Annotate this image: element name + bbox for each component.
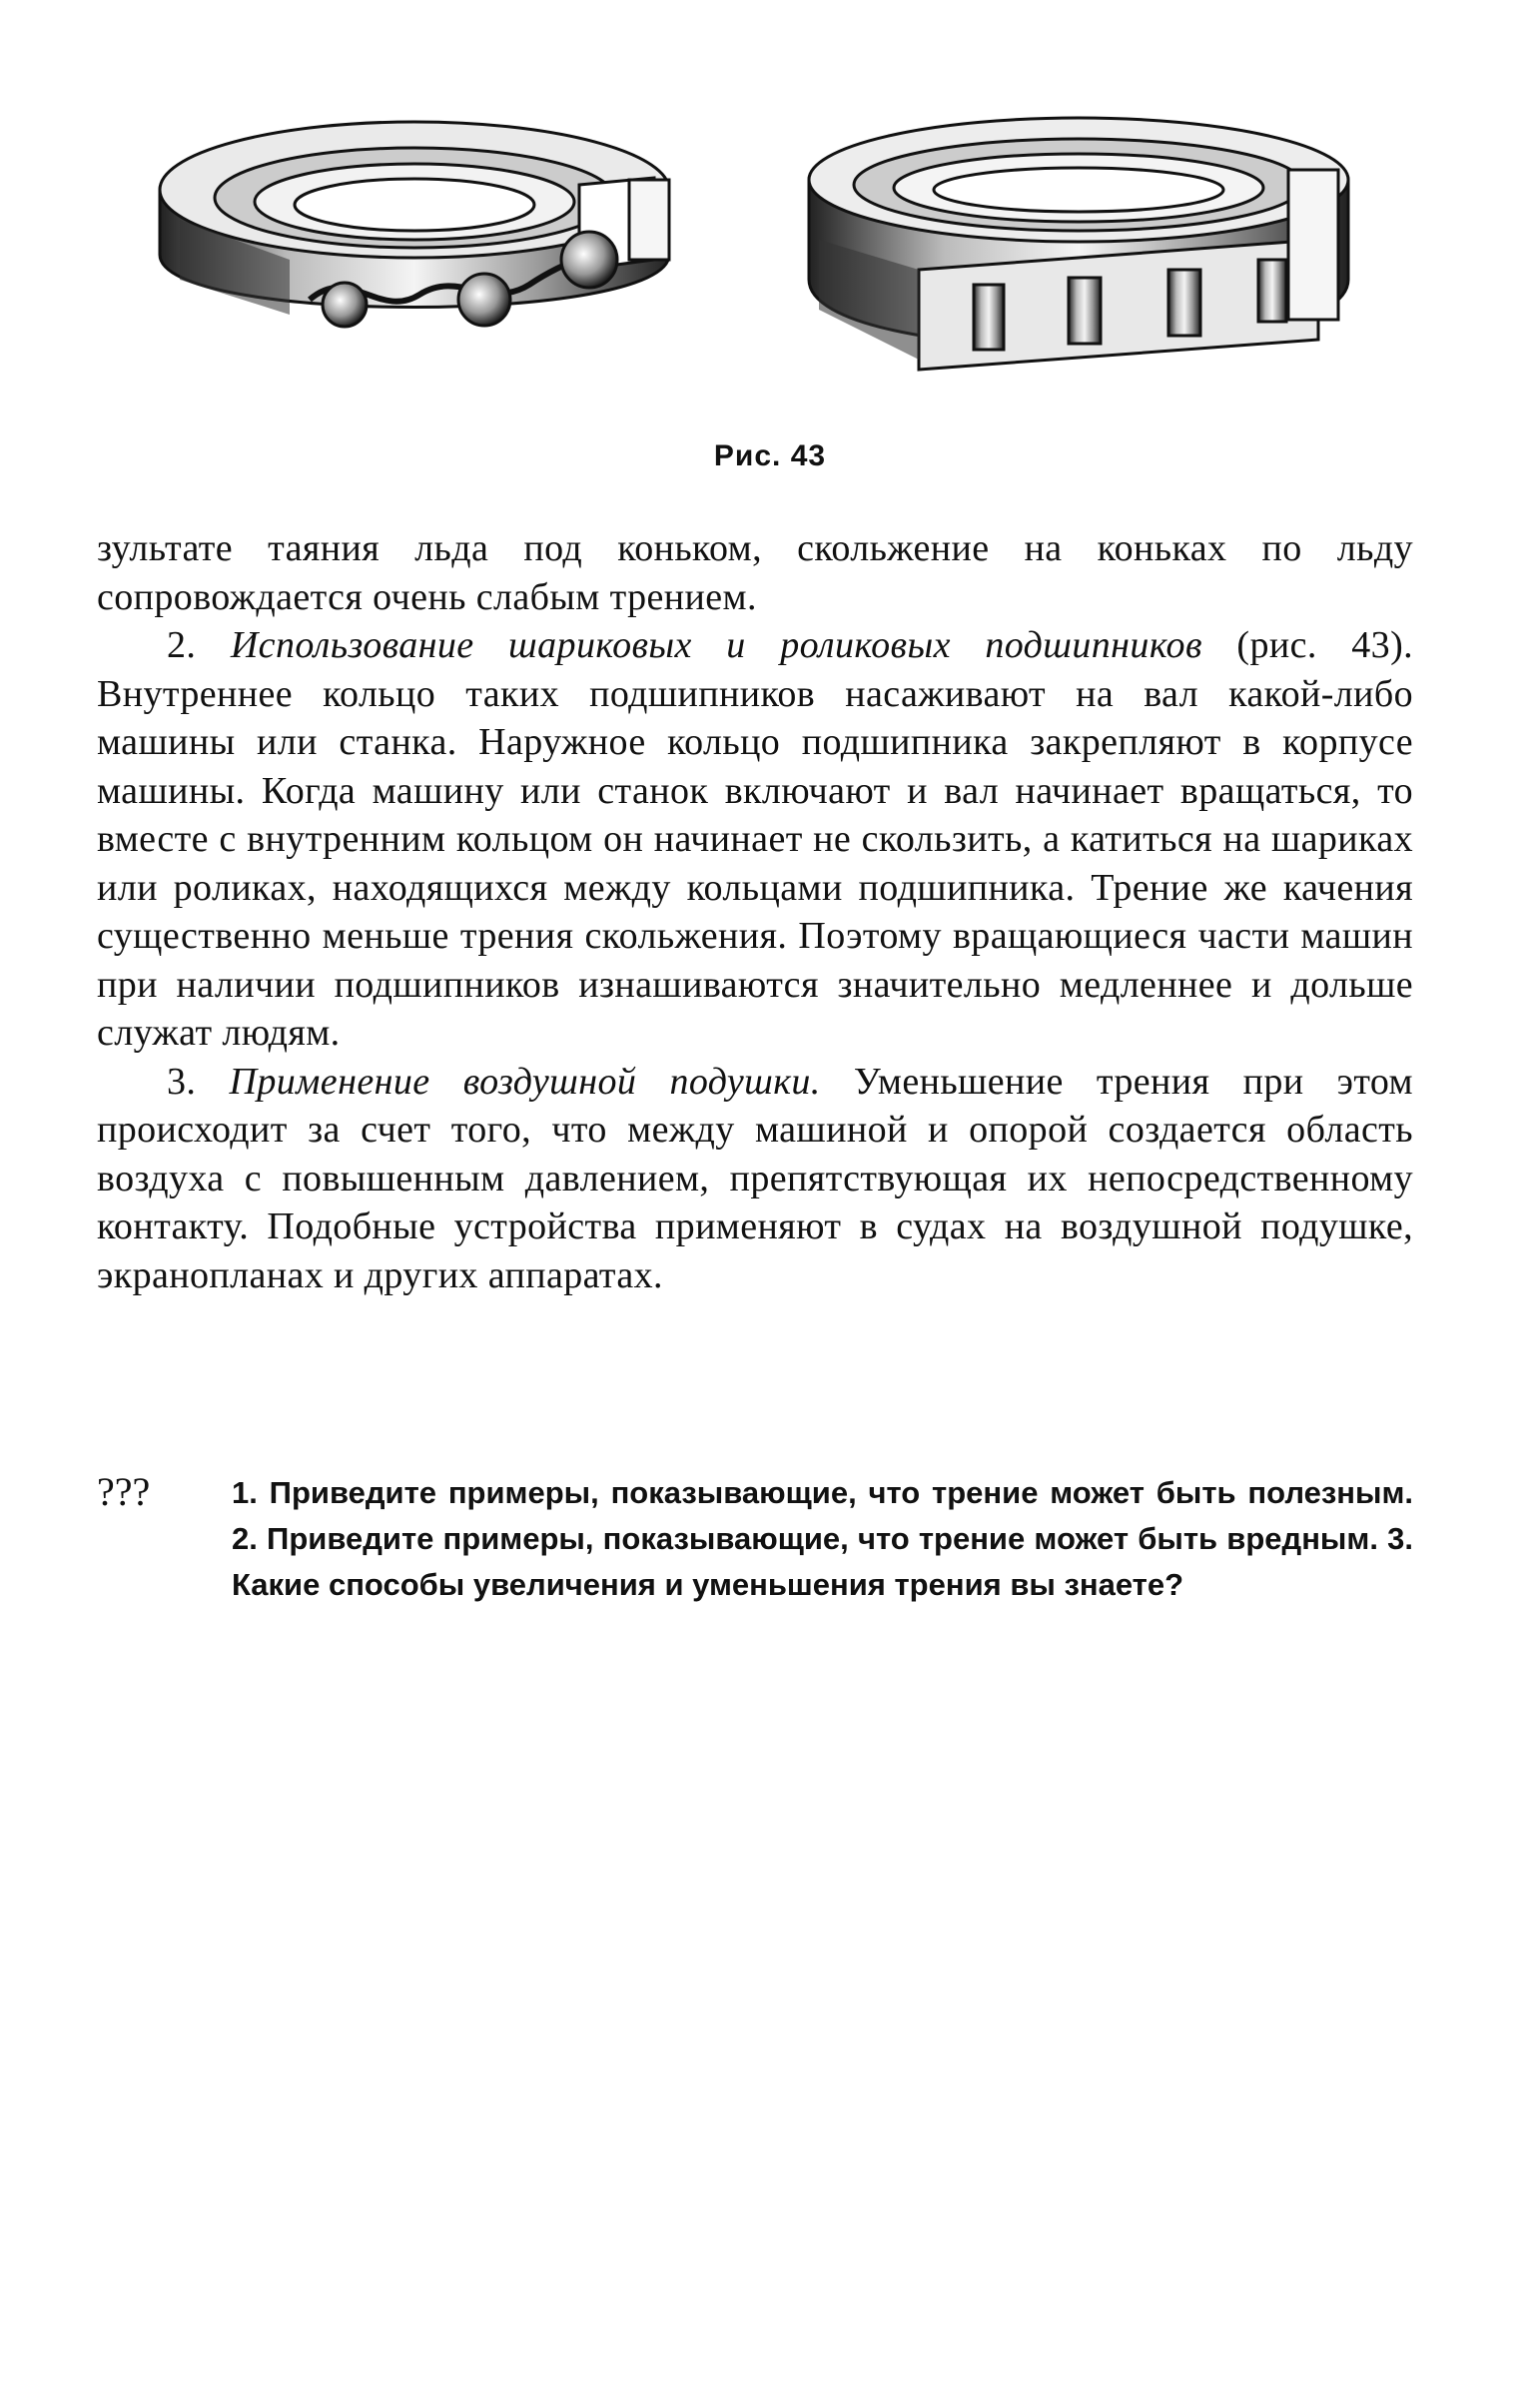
roller-bearing — [809, 118, 1348, 370]
questions-marker: ??? — [97, 1469, 151, 1514]
paragraph-3-body: Уменьшение трения при этом происходит за счет того, что между машиной и опорой создается область воздуха с повышенным давлением, препятствующая их непосредственному контакту. Подобные устройства применяют в судах на воздушной подушке, экранопланах и других аппаратах. — [97, 1060, 1413, 1296]
bearings-figure — [150, 110, 1368, 409]
paragraph-3 — [97, 1058, 1413, 1300]
figure-caption: Рис. 43 — [713, 439, 827, 472]
paragraph-2-heading: Использование шариковых и роликовых подшипников — [230, 624, 1202, 666]
paragraph-2-body: (рис. 43). Внутреннее кольцо таких подшипников насаживают на вал какой-либо машины или станка. Наружное кольцо подшипника закрепляют в корпусе машины. Когда машину или станок включают и вал начинает вращаться, то вместе с внутренним кольцом он начинает не скользить, а катиться на шариках или роликах, находящихся между кольцами подшипника. Трение же качения существенно меньше трения скольжения. Поэтому вращающиеся части машин при наличии подшипников изнашиваются значительно медленнее и дольше служат людям. — [97, 624, 1414, 1054]
paragraph-3-number: 3. — [167, 1060, 197, 1103]
paragraph-3-heading: Применение воздушной подушки. — [229, 1060, 821, 1103]
paragraph-1: зультате таяния льда под коньком, скольжение на коньках по льду сопровождается очень слабым трением. — [97, 527, 1413, 618]
questions-text: 1. Приведите примеры, показывающие, что трение может быть полезным. 2. Приведите примеры, показывающие, что трение может быть вредным. 3. Какие способы увеличения и уменьшения трения вы знаете? — [232, 1475, 1413, 1602]
paragraph-2-number: 2. — [167, 624, 197, 666]
paragraph-2 — [97, 621, 1413, 1058]
ball-bearing — [160, 122, 669, 327]
bearings-illustration — [150, 110, 1368, 409]
main-text — [97, 524, 1413, 1299]
